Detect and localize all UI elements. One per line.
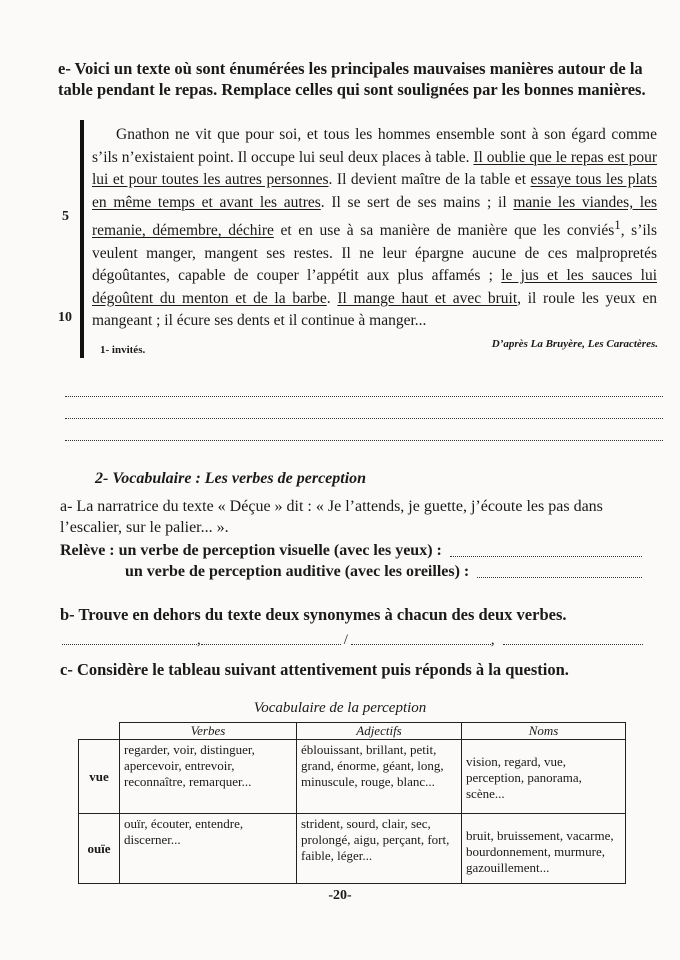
section-title-vocabulaire: 2- Vocabulaire : Les verbes de perception	[95, 470, 367, 487]
underlined-bad-manner: Il mange haut et avec bruit	[337, 289, 518, 307]
passage-text	[92, 124, 657, 333]
underlined-bad-manner: essaye tous les plats en même temps et avant les autres	[92, 171, 657, 211]
synonym-answer-field-1[interactable]	[62, 644, 197, 645]
underlined-bad-manner: le jus et les sauces lui dégoûtent du menton et de la barbe	[92, 267, 657, 307]
line-number-10: 10	[58, 310, 72, 325]
table-corner-cell	[79, 723, 120, 740]
synonym-answer-field-2[interactable]	[201, 644, 341, 645]
passage-segment: Gnathon ne vit que pour soi, et tous les hommes ensemble sont à son égard comme s’ils n’existaient point. Il occupe lui seul deux places à table.	[92, 126, 657, 166]
perception-vocabulary-table	[78, 722, 626, 884]
synonym-answer-field-3[interactable]	[351, 644, 491, 645]
auditory-verb-answer-field[interactable]	[477, 577, 642, 578]
cell-verbes: regarder, voir, distinguer, apercevoir, entrevoir, reconnaître, remarquer...	[120, 740, 297, 814]
synonym-separator-3: ,	[490, 632, 495, 648]
cell-noms: bruit, bruissement, vacarme, bourdonnement, murmure, gazouillement...	[462, 814, 626, 884]
cell-adjectifs: strident, sourd, clair, sec, prolongé, aigu, perçant, fort, faible, léger...	[297, 814, 462, 884]
table-header-row	[79, 723, 626, 740]
page-number: -20-	[328, 888, 352, 903]
synonym-answer-field-4[interactable]	[503, 644, 643, 645]
exercise-c-text: c- Considère le tableau suivant attentivement puis réponds à la question.	[60, 660, 569, 679]
synonym-separator-2: /	[343, 632, 348, 648]
passage-segment: et en use à sa manière de manière que les conviés	[273, 222, 615, 240]
row-sense-ouie: ouïe	[79, 814, 120, 884]
cell-noms: vision, regard, vue, perception, panorama, scène...	[462, 740, 626, 814]
releve-auditory-label: un verbe de perception auditive (avec les oreilles) :	[125, 563, 470, 580]
footnote-marker: 1	[614, 217, 621, 232]
line-number-5: 5	[62, 209, 69, 224]
header-verbes: Verbes	[120, 723, 297, 740]
header-noms: Noms	[462, 723, 626, 740]
passage-paragraph	[92, 124, 657, 333]
exercise-a-text: a- La narratrice du texte « Déçue » dit : « Je l’attends, je guette, j’écoute les pas dans l’escalier, sur le palier... ».	[60, 498, 603, 536]
table-caption: Vocabulaire de la perception	[253, 700, 427, 716]
answer-line-3	[65, 440, 663, 441]
synonym-separator-1: ,	[197, 632, 201, 648]
answer-line-1	[65, 396, 663, 397]
cell-adjectifs: éblouissant, brillant, petit, grand, énorme, géant, long, minuscule, rouge, blanc...	[297, 740, 462, 814]
passage-segment: .	[326, 289, 338, 307]
exercise-b-text: b- Trouve en dehors du texte deux synonymes à chacun des deux verbes.	[60, 605, 567, 624]
passage-segment: , il roule les yeux en mangeant ; il écure ses dents et il continue à manger...	[92, 289, 657, 330]
exercise-a-releve	[60, 540, 642, 582]
answer-line-2	[65, 418, 663, 419]
header-adjectifs: Adjectifs	[297, 723, 462, 740]
passage-segment: . Il devient maître de la table et	[328, 171, 531, 188]
passage-margin-bar	[80, 120, 84, 358]
passage-segment: . Il se sert de ses mains ; il	[320, 193, 514, 211]
underlined-bad-manner: Il oublie que le repas est pour lui et pour toutes les autres personnes	[92, 148, 657, 188]
releve-visual-label: Relève : un verbe de perception visuelle (avec les yeux) :	[60, 542, 442, 559]
passage-segment: , s’ils veulent manger, mangent ses restes. Il ne leur épargne aucune de ces malpropretés dégoûtantes, capable de couper l’appétit aux plus affamés ;	[92, 222, 658, 285]
cell-verbes: ouïr, écouter, entendre, discerner...	[120, 814, 297, 884]
visual-verb-answer-field[interactable]	[450, 556, 642, 557]
table-row	[79, 814, 626, 884]
underlined-bad-manner: manie les viandes, les remanie, démembre, déchire	[92, 193, 658, 240]
exercise-b-answer-row	[62, 632, 662, 649]
row-sense-vue: vue	[79, 740, 120, 814]
source-citation: D’après La Bruyère, Les Caractères.	[491, 338, 658, 350]
footnote: 1- invités.	[100, 344, 146, 356]
exercise-e-instruction: e- Voici un texte où sont énumérées les principales mauvaises manières autour de la table pendant le repas. Remplace celles qui sont soulignées par les bonnes manières.	[58, 59, 646, 99]
table-row	[79, 740, 626, 814]
